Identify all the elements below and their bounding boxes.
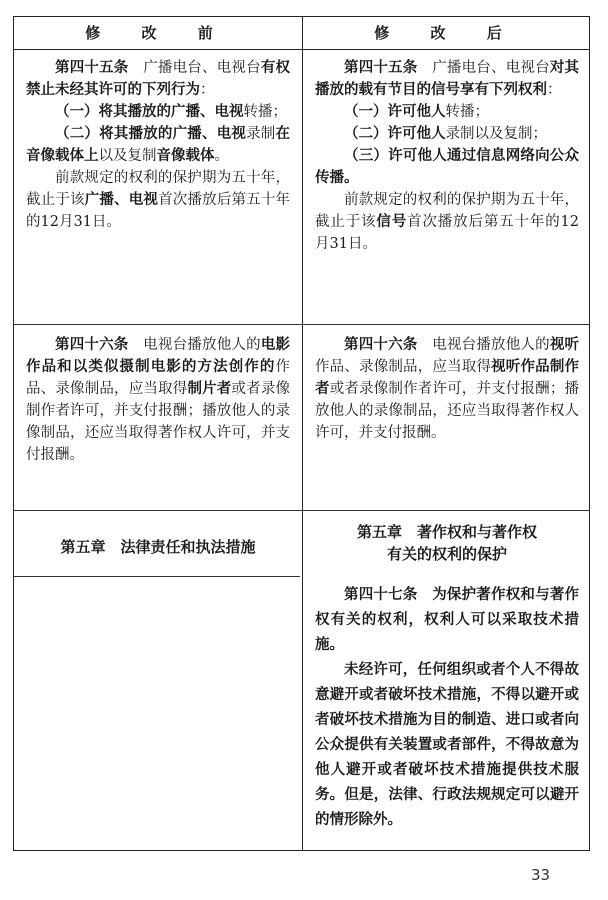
text: 前款规定的权利的保护期为五十年，截止于该 (26, 170, 290, 208)
paragraph (315, 658, 579, 833)
article46-after (303, 334, 591, 444)
bold-text: 第四十六条 (55, 337, 129, 353)
bold-text: 电影作品和以类似摄制电影的方法创作的 (26, 337, 291, 375)
row-divider (14, 510, 589, 511)
text: 作品、录像制品，应当取得 (315, 359, 492, 375)
bold-text: 信号 (376, 214, 408, 230)
bold-text: 未经许可，任何组织或者个人不得故意避开或者破坏技术措施，不得以避开或者破坏技术措施为目的制造、进口或者向公众提供有关装置或者部件，不得故意为他人避开或者破坏技术措施提供技术服务。但是，法律、行政法规规定可以避开的情形除外。 (315, 662, 579, 828)
page-number: 33 (531, 866, 551, 884)
paragraph (26, 167, 290, 233)
header-after: 修 改 后 (374, 24, 520, 42)
article45-after (303, 57, 591, 255)
paragraph (315, 57, 579, 101)
text: 前款规定的权利的保护期为五十年，截止于该 (315, 192, 579, 230)
bold-text: （一）将其播放的广播、电视 (55, 104, 244, 120)
text: 以及复制 (98, 148, 157, 164)
bold-text: （三）许可他人通过信息网络向公众传播。 (315, 148, 579, 186)
bold-text: （一）许可他人 (344, 104, 446, 120)
text: 转播； (445, 104, 489, 120)
paragraph (26, 123, 290, 167)
chapter-heading-after (303, 521, 591, 565)
row-divider (14, 324, 589, 325)
text: 。 (214, 148, 229, 164)
text: 首次播放后第五十年的12月31日。 (26, 192, 291, 230)
text: 广播电台、电视台 (417, 60, 550, 76)
paragraph (315, 189, 579, 255)
paragraph (26, 334, 290, 466)
text: 录制以及复制； (445, 126, 547, 142)
paragraph (315, 123, 579, 145)
text: ： (547, 82, 562, 98)
chapter-heading-before: 第五章 法律责任和执法措施 (60, 538, 256, 556)
text: 广播电台、电视台 (128, 60, 261, 76)
article46-before (14, 334, 302, 466)
text: 或者录像制作者许可，并支付报酬；播放他人的录像制品，还应当取得著作权人许可，并支付报酬。 (26, 381, 291, 463)
text: 或者录像制作者许可，并支付报酬；播放他人的录像制品，还应当取得著作权人许可，并支付报酬。 (315, 381, 580, 441)
bold-text: 制片者 (187, 381, 232, 397)
header-divider (14, 49, 589, 50)
bold-text: 视听作品制作者 (315, 359, 580, 397)
paragraph (26, 57, 290, 101)
comparison-table (13, 16, 590, 851)
bold-text: 对其播放的载有节目的信号享有下列权利 (315, 60, 580, 98)
bold-text: 音像载体 (156, 148, 215, 164)
paragraph (26, 101, 290, 123)
text: ： (200, 82, 215, 98)
bold-text: 第四十七条 为保护著作权和与著作权有关的权利，权利人可以采取技术措施。 (315, 587, 579, 653)
text: 录制 (246, 126, 276, 142)
bold-text: 在音像载体上 (26, 126, 291, 164)
header-before: 修 改 前 (85, 24, 231, 42)
text: 电视台播放他人的 (128, 337, 261, 353)
chapter-heading-after-line2: 有关的权利的保护 (386, 545, 507, 563)
text: 转播； (243, 104, 287, 120)
paragraph (315, 583, 579, 658)
bold-text: 视听 (549, 337, 580, 353)
bold-text: 广播、电视 (84, 192, 159, 208)
text: 作品、录像制品，应当取得 (26, 359, 290, 397)
bold-text: 第四十五条 (344, 60, 418, 76)
paragraph (315, 145, 579, 189)
article47-after (303, 583, 591, 833)
bold-text: 第四十五条 (55, 60, 129, 76)
bold-text: 第四十六条 (344, 337, 418, 353)
chapter-heading-after-line1: 第五章 著作权和与著作权 (356, 523, 537, 541)
bold-text: （二）许可他人 (344, 126, 446, 142)
text: 首次播放后第五十年的12月31日。 (315, 214, 580, 252)
text: 电视台播放他人的 (417, 337, 550, 353)
bold-text: 有权禁止未经其许可的下列行为 (26, 60, 291, 98)
bold-text: （二）将其播放的广播、电视 (55, 126, 247, 142)
chapter-divider (14, 576, 300, 577)
paragraph (315, 101, 579, 123)
paragraph (315, 334, 579, 444)
article45-before (14, 57, 302, 233)
